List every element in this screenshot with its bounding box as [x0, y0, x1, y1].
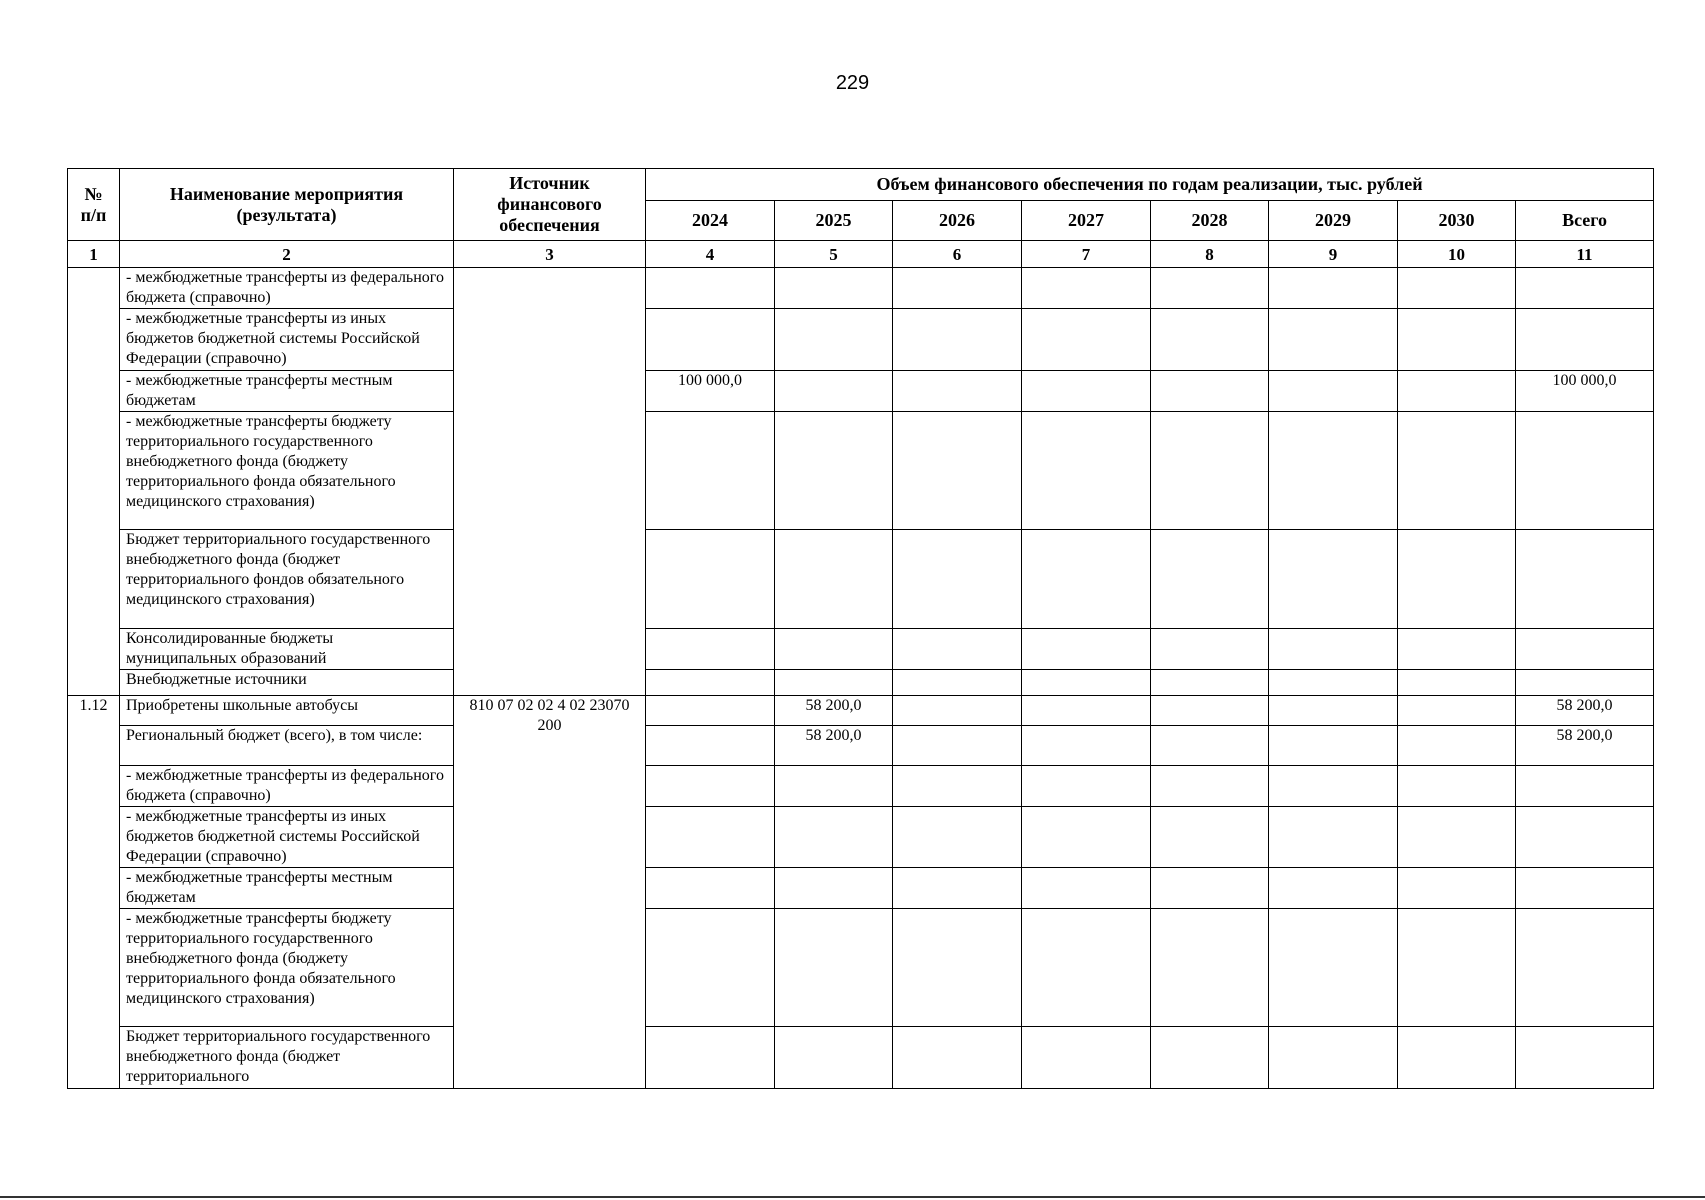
value-cell	[1269, 530, 1398, 629]
row-name: - межбюджетные трансферты из иных бюджетов бюджетной системы Российской Федерации (справочно)	[120, 807, 454, 868]
row-name: - межбюджетные трансферты из иных бюджетов бюджетной системы Российской Федерации (справочно)	[120, 309, 454, 371]
funding-source	[454, 268, 646, 696]
value-cell	[646, 530, 775, 629]
value-cell	[893, 530, 1022, 629]
value-cell	[1151, 268, 1269, 309]
value-cell	[1269, 371, 1398, 412]
value-cell	[1022, 766, 1151, 807]
value-cell	[1151, 412, 1269, 530]
table-row	[68, 629, 1654, 670]
row-name: - межбюджетные трансферты из федерального бюджета (справочно)	[120, 766, 454, 807]
row-name: - межбюджетные трансферты бюджету территориального государственного внебюджетного фонда (бюджету территориального фонда обязательного медицинского страхования)	[120, 909, 454, 1027]
value-cell	[646, 670, 775, 696]
column-number: 8	[1151, 241, 1269, 268]
table-row	[68, 909, 1654, 1027]
header-year: 2024	[646, 201, 775, 241]
value-cell	[1269, 696, 1398, 726]
value-cell	[646, 412, 775, 530]
value-cell	[1516, 909, 1654, 1027]
value-cell	[893, 309, 1022, 371]
header-year: 2030	[1398, 201, 1516, 241]
header-year: 2025	[775, 201, 893, 241]
value-cell	[1516, 309, 1654, 371]
row-name: Приобретены школьные автобусы	[120, 696, 454, 726]
table-row	[68, 807, 1654, 868]
value-cell	[1398, 412, 1516, 530]
row-name: - межбюджетные трансферты местным бюджетам	[120, 868, 454, 909]
value-cell: 100 000,0	[1516, 371, 1654, 412]
value-cell	[775, 909, 893, 1027]
header-number: № п/п	[68, 169, 120, 241]
column-number: 2	[120, 241, 454, 268]
value-cell: 58 200,0	[775, 726, 893, 766]
value-cell	[775, 309, 893, 371]
scan-edge-line	[0, 1196, 1705, 1198]
value-cell	[1398, 766, 1516, 807]
value-cell	[1269, 807, 1398, 868]
value-cell	[893, 726, 1022, 766]
value-cell	[1022, 909, 1151, 1027]
value-cell	[893, 766, 1022, 807]
value-cell	[1269, 909, 1398, 1027]
value-cell	[893, 909, 1022, 1027]
value-cell	[646, 696, 775, 726]
table-row	[68, 670, 1654, 696]
value-cell	[1151, 868, 1269, 909]
value-cell	[893, 268, 1022, 309]
value-cell	[646, 766, 775, 807]
value-cell	[893, 1027, 1022, 1089]
header-name: Наименование мероприятия (результата)	[120, 169, 454, 241]
value-cell	[775, 868, 893, 909]
value-cell	[1022, 629, 1151, 670]
header-volume: Объем финансового обеспечения по годам реализации, тыс. рублей	[646, 169, 1654, 201]
table-row	[68, 412, 1654, 530]
value-cell	[1269, 1027, 1398, 1089]
column-number: 6	[893, 241, 1022, 268]
column-number: 10	[1398, 241, 1516, 268]
table-row	[68, 1027, 1654, 1089]
value-cell	[1516, 868, 1654, 909]
value-cell	[1398, 868, 1516, 909]
value-cell	[1398, 309, 1516, 371]
header-year: 2029	[1269, 201, 1398, 241]
table-row	[68, 371, 1654, 412]
value-cell	[1151, 807, 1269, 868]
table-row	[68, 268, 1654, 309]
value-cell	[1516, 807, 1654, 868]
value-cell	[1151, 371, 1269, 412]
value-cell	[646, 726, 775, 766]
column-number: 3	[454, 241, 646, 268]
row-name: - межбюджетные трансферты из федерального бюджета (справочно)	[120, 268, 454, 309]
value-cell	[646, 868, 775, 909]
value-cell	[1269, 726, 1398, 766]
page-number: 229	[835, 72, 870, 94]
column-number: 1	[68, 241, 120, 268]
funding-source: 810 07 02 02 4 02 23070 200	[454, 696, 646, 1089]
row-name: - межбюджетные трансферты бюджету территориального государственного внебюджетного фонда (бюджету территориального фонда обязательного медицинского страхования)	[120, 412, 454, 530]
value-cell	[1151, 309, 1269, 371]
value-cell	[1516, 670, 1654, 696]
value-cell	[775, 530, 893, 629]
value-cell: 58 200,0	[1516, 696, 1654, 726]
value-cell	[1398, 530, 1516, 629]
value-cell	[1151, 629, 1269, 670]
value-cell	[646, 268, 775, 309]
row-name: Бюджет территориального государственного внебюджетного фонда (бюджет территориального	[120, 1027, 454, 1089]
table-row	[68, 696, 1654, 726]
table-row	[68, 530, 1654, 629]
column-number: 9	[1269, 241, 1398, 268]
header-source: Источник финансового обеспечения	[454, 169, 646, 241]
value-cell	[1022, 371, 1151, 412]
value-cell: 58 200,0	[775, 696, 893, 726]
item-number: 1.12	[68, 696, 120, 1089]
table-header	[68, 169, 1654, 268]
value-cell	[1516, 1027, 1654, 1089]
value-cell	[1269, 629, 1398, 670]
value-cell	[1516, 766, 1654, 807]
value-cell: 100 000,0	[646, 371, 775, 412]
value-cell	[1398, 726, 1516, 766]
value-cell	[1151, 530, 1269, 629]
value-cell	[646, 629, 775, 670]
value-cell	[775, 268, 893, 309]
value-cell	[1269, 309, 1398, 371]
table-row	[68, 766, 1654, 807]
header-year: 2026	[893, 201, 1022, 241]
value-cell	[1269, 412, 1398, 530]
row-name: Консолидированные бюджеты муниципальных образований	[120, 629, 454, 670]
value-cell	[1022, 726, 1151, 766]
value-cell	[775, 807, 893, 868]
value-cell	[1398, 629, 1516, 670]
value-cell	[1022, 670, 1151, 696]
value-cell	[775, 412, 893, 530]
value-cell	[1151, 670, 1269, 696]
value-cell	[893, 670, 1022, 696]
value-cell	[1269, 670, 1398, 696]
value-cell	[1022, 1027, 1151, 1089]
value-cell	[1516, 530, 1654, 629]
header-year: 2027	[1022, 201, 1151, 241]
value-cell	[646, 909, 775, 1027]
value-cell	[775, 766, 893, 807]
value-cell	[893, 412, 1022, 530]
value-cell	[893, 629, 1022, 670]
value-cell	[1151, 696, 1269, 726]
value-cell	[1269, 268, 1398, 309]
column-number: 5	[775, 241, 893, 268]
value-cell	[1269, 766, 1398, 807]
value-cell	[775, 1027, 893, 1089]
value-cell	[893, 868, 1022, 909]
value-cell	[1022, 530, 1151, 629]
value-cell	[775, 371, 893, 412]
header-year: 2028	[1151, 201, 1269, 241]
header-year: Всего	[1516, 201, 1654, 241]
table-row	[68, 309, 1654, 371]
value-cell	[1516, 268, 1654, 309]
value-cell	[646, 1027, 775, 1089]
value-cell	[1022, 412, 1151, 530]
value-cell	[775, 629, 893, 670]
value-cell: 58 200,0	[1516, 726, 1654, 766]
row-name: Внебюджетные источники	[120, 670, 454, 696]
financing-table	[67, 168, 1654, 1089]
value-cell	[646, 807, 775, 868]
value-cell	[1398, 909, 1516, 1027]
value-cell	[1398, 670, 1516, 696]
table-row	[68, 868, 1654, 909]
column-number: 4	[646, 241, 775, 268]
row-name: Региональный бюджет (всего), в том числе:	[120, 726, 454, 766]
value-cell	[1022, 268, 1151, 309]
value-cell	[1022, 696, 1151, 726]
value-cell	[1022, 868, 1151, 909]
value-cell	[1022, 807, 1151, 868]
value-cell	[893, 371, 1022, 412]
value-cell	[1151, 726, 1269, 766]
value-cell	[893, 807, 1022, 868]
value-cell	[1398, 371, 1516, 412]
value-cell	[1516, 412, 1654, 530]
value-cell	[1398, 268, 1516, 309]
column-number: 7	[1022, 241, 1151, 268]
value-cell	[1516, 629, 1654, 670]
table-row	[68, 726, 1654, 766]
value-cell	[1398, 1027, 1516, 1089]
value-cell	[1398, 696, 1516, 726]
value-cell	[893, 696, 1022, 726]
column-number: 11	[1516, 241, 1654, 268]
value-cell	[1151, 766, 1269, 807]
value-cell	[646, 309, 775, 371]
value-cell	[1269, 868, 1398, 909]
value-cell	[1151, 909, 1269, 1027]
item-number	[68, 268, 120, 696]
table-body	[68, 268, 1654, 1089]
value-cell	[1151, 1027, 1269, 1089]
value-cell	[775, 670, 893, 696]
row-name: Бюджет территориального государственного внебюджетного фонда (бюджет территориального фондов обязательного медицинского страхования)	[120, 530, 454, 629]
value-cell	[1398, 807, 1516, 868]
row-name: - межбюджетные трансферты местным бюджетам	[120, 371, 454, 412]
value-cell	[1022, 309, 1151, 371]
